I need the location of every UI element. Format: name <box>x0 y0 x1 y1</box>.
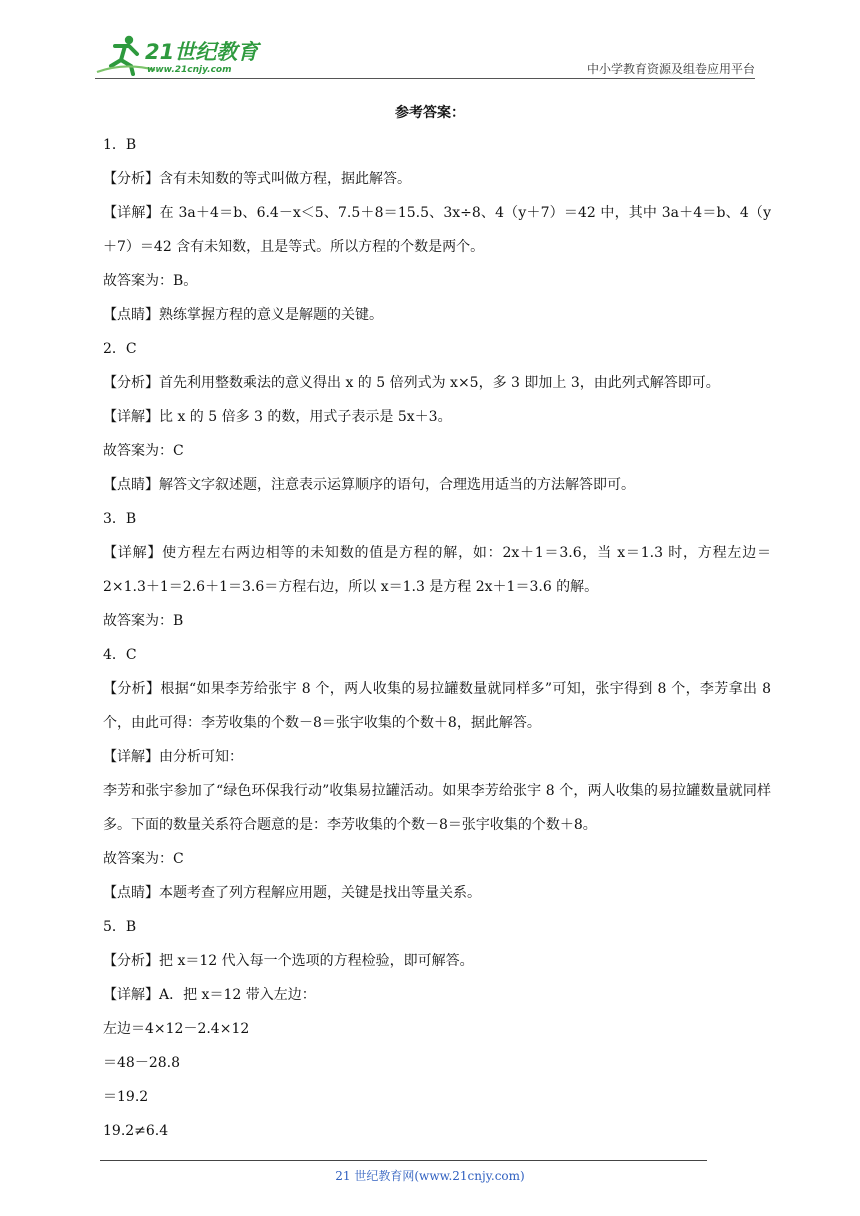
answer-content <box>103 128 771 1148</box>
answer-line: 【分析】根据“如果李芳给张宇 8 个，两人收集的易拉罐数量就同样多”可知，张宇得到 8 个，李芳拿出 8 个，由此可得：李芳收集的个数－8＝张宇收集的个数＋8，据此解答。 <box>103 681 771 731</box>
logo-text: 21世纪教育 <box>145 40 259 64</box>
page-title: 参考答案： <box>395 105 465 121</box>
answer-line: 【点睛】本题考查了列方程解应用题，关键是找出等量关系。 <box>103 885 481 901</box>
answer-line: 19.2≠6.4 <box>103 1123 169 1139</box>
answer-line: 【详解】在 3a＋4＝b、6.4－x＜5、7.5＋8＝15.5、3x÷8、4（y＋7）＝42 中，其中 3a＋4＝b、4（y＋7）＝42 含有未知数，且是等式。所以方程的个数是两个。 <box>103 205 771 255</box>
answer-line: 5．B <box>103 919 137 935</box>
header-divider <box>95 78 755 79</box>
answer-line: 故答案为：C <box>103 443 184 459</box>
answer-line: 【详解】A．把 x＝12 带入左边： <box>103 987 316 1003</box>
answer-line: 【详解】使方程左右两边相等的未知数的值是方程的解，如：2x＋1＝3.6，当 x＝1.3 时，方程左边＝2×1.3＋1＝2.6＋1＝3.6＝方程右边，所以 x＝1.3 是方程 2x＋1＝3.6 的解。 <box>103 545 771 595</box>
answer-line: 【详解】由分析可知： <box>103 749 243 765</box>
logo-url: www.21cnjy.com <box>147 65 232 75</box>
platform-name: 中小学教育资源及组卷应用平台 <box>586 62 755 76</box>
answer-line: 3．B <box>103 511 137 527</box>
answer-line: 故答案为：B。 <box>103 273 198 289</box>
answer-line: 【分析】首先利用整数乘法的意义得出 x 的 5 倍列式为 x×5，多 3 即加上 3，由此列式解答即可。 <box>103 375 720 391</box>
footer-divider <box>100 1160 707 1161</box>
page-header <box>95 30 755 80</box>
answer-line: 1．B <box>103 137 137 153</box>
answer-line: 故答案为：B <box>103 613 184 629</box>
answer-line: 2．C <box>103 341 137 357</box>
answer-line: 左边＝4×12－2.4×12 <box>103 1021 250 1037</box>
answer-line: 【分析】把 x＝12 代入每一个选项的方程检验，即可解答。 <box>103 953 474 969</box>
answer-line: 4．C <box>103 647 137 663</box>
page-footer: 21 世纪教育网(www.21cnjy.com) <box>335 1169 525 1183</box>
answer-line: ＝19.2 <box>103 1089 149 1105</box>
answer-line: 李芳和张宇参加了“绿色环保我行动”收集易拉罐活动。如果李芳给张宇 8 个，两人收集的易拉罐数量就同样多。下面的数量关系符合题意的是：李芳收集的个数－8＝张宇收集的个数＋8。 <box>103 783 771 833</box>
answer-line: 【点睛】解答文字叙述题，注意表示运算顺序的语句，合理选用适当的方法解答即可。 <box>103 477 635 493</box>
answer-line: ＝48－28.8 <box>103 1055 180 1071</box>
answer-line: 【点睛】熟练掌握方程的意义是解题的关键。 <box>103 307 383 323</box>
answer-line: 【详解】比 x 的 5 倍多 3 的数，用式子表示是 5x＋3。 <box>103 409 452 425</box>
answer-line: 故答案为：C <box>103 851 184 867</box>
answer-line: 【分析】含有未知数的等式叫做方程，据此解答。 <box>103 171 411 187</box>
site-logo <box>95 32 265 76</box>
